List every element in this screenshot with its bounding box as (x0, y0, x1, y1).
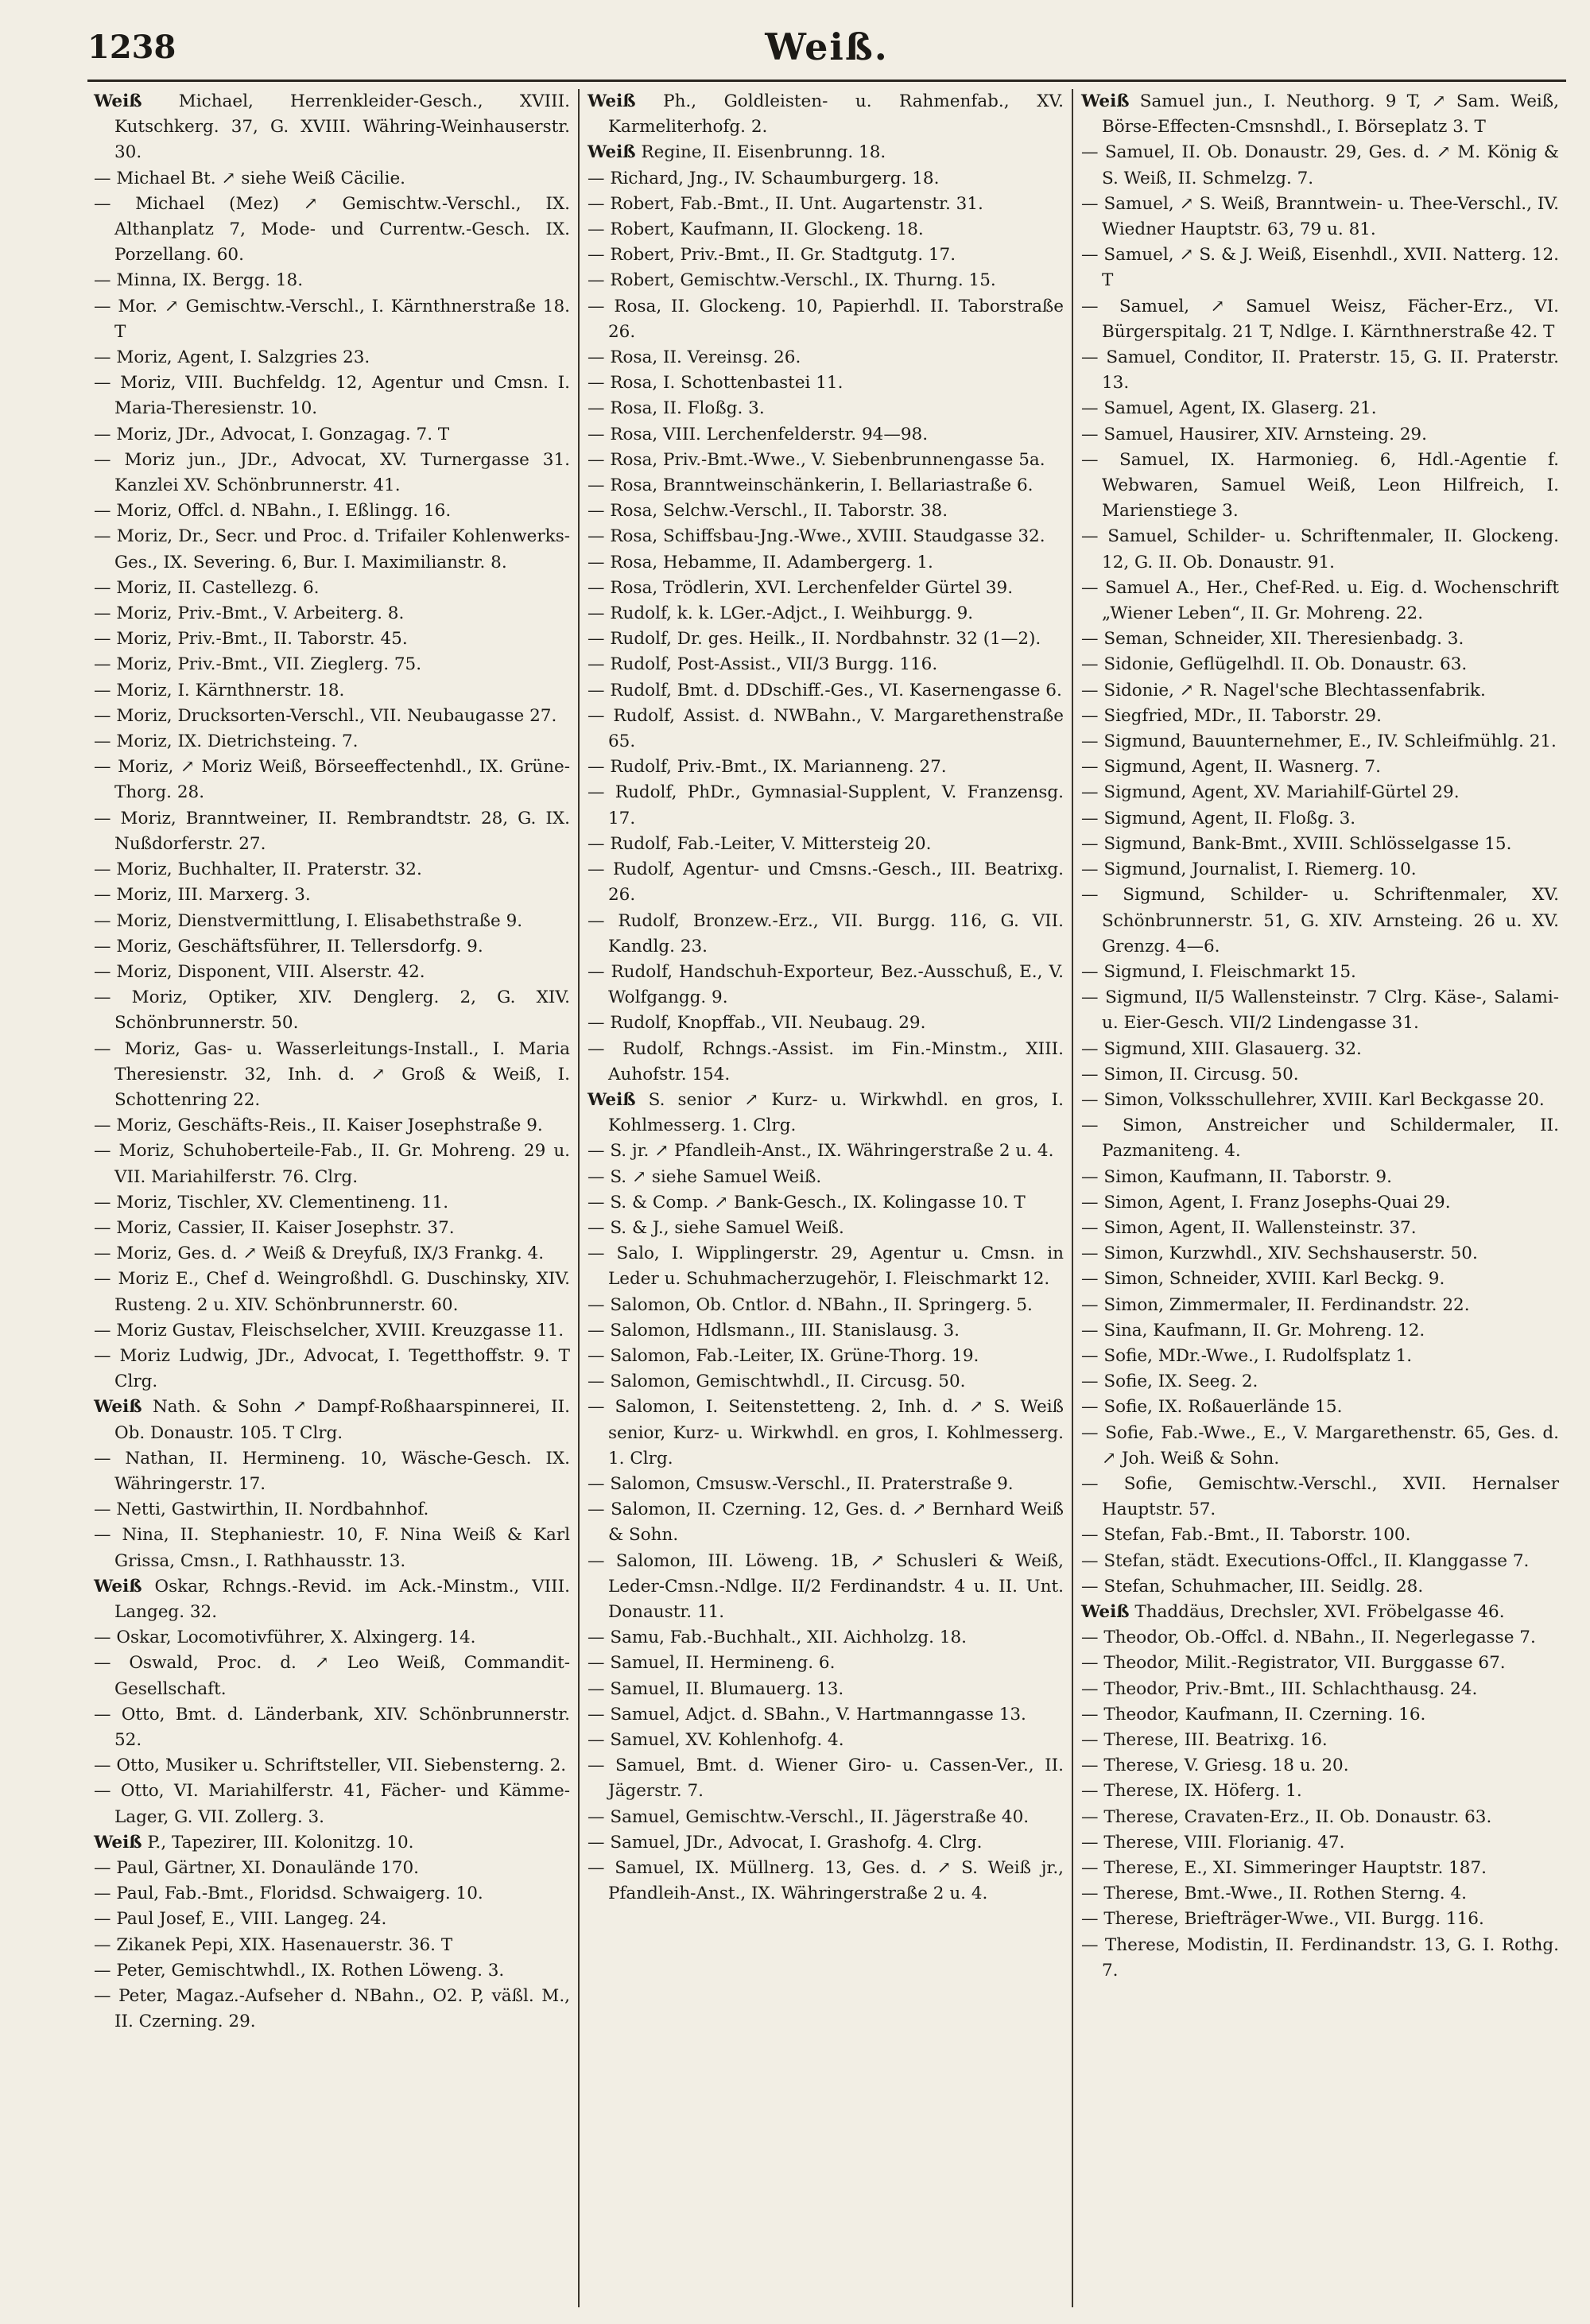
directory-entry: — Stefan, städt. Executions-Offcl., II. Klanggasse 7. (1081, 1550, 1530, 1571)
directory-entry: — Richard, Jng., IV. Schaumburgerg. 18. (588, 168, 940, 188)
directory-entry: — Moriz, Agent, I. Salzgries 23. (94, 347, 370, 368)
directory-entry: — Salomon, Ob. Cntlor. d. NBahn., II. Springerg. 5. (588, 1294, 1033, 1315)
directory-entry: — Sigmund, Bank-Bmt., XVIII. Schlösselgasse 15. (1081, 833, 1512, 854)
directory-entry: — Theodor, Kaufmann, II. Czerning. 16. (1081, 1704, 1426, 1725)
directory-entry: — Samuel, Schilder- u. Schriftenmaler, II. Glockeng. 12, G. II. Ob. Donaustr. 91. (1081, 526, 1559, 572)
entry-headword: Weiß (1081, 91, 1130, 111)
entry-headword: Weiß (94, 1397, 142, 1418)
entry-headword: Weiß (1081, 1601, 1130, 1622)
directory-entry: — Sofie, Fab.-Wwe., E., V. Margarethenstr. 65, Ges. d. ↗ Joh. Weiß & Sohn. (1081, 1422, 1559, 1469)
directory-entry: — S. & Comp. ↗ Bank-Gesch., IX. Kolingasse 10. T (588, 1192, 1026, 1212)
directory-entry: — Sigmund, Journalist, I. Riemerg. 10. (1081, 859, 1417, 880)
directory-entry: — Moriz, Branntweiner, II. Rembrandtstr. 28, G. IX. Nußdorferstr. 27. (94, 808, 570, 854)
directory-entry: — Rosa, II. Floßg. 3. (588, 398, 765, 419)
column-right (1073, 89, 1567, 2307)
directory-entry: — Therese, Briefträger-Wwe., VII. Burgg. 116. (1081, 1909, 1484, 1930)
directory-entry: — Rudolf, Handschuh-Exporteur, Bez.-Ausschuß, E., V. Wolfgangg. 9. (588, 961, 1064, 1008)
directory-entry: — Rudolf, Post-Assist., VII/3 Burgg. 116. (588, 654, 938, 675)
directory-entry: — Therese, Bmt.-Wwe., II. Rothen Sterng. 4. (1081, 1884, 1467, 1904)
directory-entry: — Moriz, Gas- u. Wasserleitungs-Install., I. Maria Theresienstr. 32, Inh. d. ↗ Groß & Weiß, I. Schottenring 22. (94, 1038, 570, 1110)
directory-entry: — Moriz, Drucksorten-Verschl., VII. Neubaugasse 27. (94, 705, 557, 726)
directory-entry: — Rudolf, Rchngs.-Assist. im Fin.-Minstm., XIII. Auhofstr. 154. (588, 1038, 1064, 1084)
directory-entry: Weiß Ph., Goldleisten- u. Rahmenfab., XV. Karmeliterhofg. 2. (588, 91, 1064, 138)
directory-entry: — Moriz, Priv.-Bmt., V. Arbeiterg. 8. (94, 603, 405, 624)
directory-entry: — Rosa, Priv.-Bmt.-Wwe., V. Siebenbrunnengasse 5a. (588, 449, 1045, 470)
directory-entry: — Samuel, IX. Harmonieg. 6, Hdl.-Agentie f. Webwaren, Samuel Weiß, Leon Hilfreich, I. Marienstiege 3. (1081, 449, 1559, 522)
directory-entry: Weiß Thaddäus, Drechsler, XVI. Fröbelgasse 46. (1081, 1601, 1505, 1622)
directory-entry: — Samuel A., Her., Chef-Red. u. Eig. d. Wochenschrift „Wiener Leben“, II. Gr. Mohreng. 22. (1081, 577, 1559, 624)
directory-entry: — Rosa, II. Glockeng. 10, Papierhdl. II. Taborstraße 26. (588, 296, 1064, 342)
directory-entry: — Robert, Kaufmann, II. Glockeng. 18. (588, 219, 924, 240)
directory-entry: — Robert, Gemischtw.-Verschl., IX. Thurng. 15. (588, 270, 996, 291)
directory-entry: — Peter, Gemischtwhdl., IX. Rothen Löweng. 3. (94, 1960, 505, 1981)
directory-entry: Weiß Nath. & Sohn ↗ Dampf-Roßhaarspinnerei, II. Ob. Donaustr. 105. T Clrg. (94, 1397, 570, 1443)
directory-entry: — Rudolf, Bmt. d. DDschiff.-Ges., VI. Kasernengasse 6. (588, 680, 1062, 700)
directory-entry: — Oswald, Proc. d. ↗ Leo Weiß, Commandit-Gesellschaft. (94, 1653, 570, 1699)
directory-entry: — Mor. ↗ Gemischtw.-Verschl., I. Kärnthnerstraße 18. T (94, 296, 570, 342)
directory-entry: — Rosa, Selchw.-Verschl., II. Taborstr. 38. (588, 501, 948, 522)
directory-entry: — Minna, IX. Bergg. 18. (94, 270, 304, 291)
directory-entry: — Samuel, II. Ob. Donaustr. 29, Ges. d. ↗ M. König & S. Weiß, II. Schmelzg. 7. (1081, 142, 1559, 188)
directory-entry: — Salomon, Hdlsmann., III. Stanislausg. 3. (588, 1320, 960, 1340)
columns (86, 89, 1569, 2307)
directory-entry: — Samuel, Conditor, II. Praterstr. 15, G. II. Praterstr. 13. (1081, 347, 1559, 394)
directory-entry: Weiß P., Tapezirer, III. Kolonitzg. 10. (94, 1832, 414, 1853)
directory-entry: — Moriz, Tischler, XV. Clementineng. 11. (94, 1192, 449, 1212)
directory-entry: — Theodor, Ob.-Offcl. d. NBahn., II. Negerlegasse 7. (1081, 1628, 1536, 1648)
directory-entry: — Rudolf, Bronzew.-Erz., VII. Burgg. 116, G. VII. Kandlg. 23. (588, 910, 1064, 956)
entry-headword: Weiß (94, 91, 142, 111)
entry-headword: Weiß (588, 1089, 636, 1110)
directory-entry: — Zikanek Pepi, XIX. Hasenauerstr. 36. T (94, 1934, 453, 1955)
directory-entry: Weiß Michael, Herrenkleider-Gesch., XVIII. Kutschkerg. 37, G. XVIII. Währing-Weinhauserstr. 30. (94, 91, 570, 163)
column-middle (580, 89, 1073, 2307)
directory-entry: — Theodor, Milit.-Registrator, VII. Burggasse 67. (1081, 1653, 1506, 1674)
directory-entry: — Samuel, II. Blumauerg. 13. (588, 1678, 844, 1699)
directory-entry: — Moriz, III. Marxerg. 3. (94, 885, 311, 906)
directory-entry: — Samuel, Bmt. d. Wiener Giro- u. Cassen-Ver., II. Jägerstr. 7. (588, 1756, 1064, 1802)
directory-entry: Weiß Oskar, Rchngs.-Revid. im Ack.-Minstm., VIII. Langeg. 32. (94, 1576, 570, 1622)
page-header (87, 21, 1566, 76)
directory-entry: — Moriz, Geschäftsführer, II. Tellersdorfg. 9. (94, 936, 483, 956)
directory-entry: — Paul Josef, E., VIII. Langeg. 24. (94, 1909, 387, 1930)
directory-entry: — Rudolf, Fab.-Leiter, V. Mittersteig 20. (588, 833, 932, 854)
directory-entry: — Sigmund, Bauunternehmer, E., IV. Schleifmühlg. 21. (1081, 731, 1557, 752)
running-head: Weiß. (765, 25, 889, 68)
directory-entry: — Samuel, Hausirer, XIV. Arnsteing. 29. (1081, 424, 1427, 444)
directory-entry: — Stefan, Schuhmacher, III. Seidlg. 28. (1081, 1576, 1424, 1597)
directory-entry: — Stefan, Fab.-Bmt., II. Taborstr. 100. (1081, 1525, 1411, 1546)
directory-entry: — Rudolf, Assist. d. NWBahn., V. Margarethenstraße 65. (588, 705, 1064, 752)
directory-entry: — Salomon, Cmsusw.-Verschl., II. Praterstraße 9. (588, 1473, 1014, 1494)
directory-entry: — Theodor, Priv.-Bmt., III. Schlachthausg. 24. (1081, 1678, 1478, 1699)
directory-entry: — Nina, II. Stephaniestr. 10, F. Nina Weiß & Karl Grissa, Cmsn., I. Rathhausstr. 13. (94, 1525, 570, 1571)
directory-entry: — Therese, Modistin, II. Ferdinandstr. 13, G. I. Rothg. 7. (1081, 1934, 1559, 1981)
directory-entry: — S. jr. ↗ Pfandleih-Anst., IX. Währingerstraße 2 u. 4. (588, 1141, 1054, 1162)
directory-entry: — Salomon, II. Czerning. 12, Ges. d. ↗ Bernhard Weiß & Sohn. (588, 1500, 1064, 1546)
column-left (86, 89, 580, 2307)
page-number: 1238 (87, 29, 176, 66)
entry-headword: Weiß (588, 142, 636, 163)
directory-entry: — Moriz, Dr., Secr. und Proc. d. Trifailer Kohlenwerks-Ges., IX. Severing. 6, Bur. I. Maximilianstr. 8. (94, 526, 570, 572)
directory-entry: — Otto, Musiker u. Schriftsteller, VII. Siebensterng. 2. (94, 1756, 567, 1776)
directory-entry: — Samuel, Gemischtw.-Verschl., II. Jägerstraße 40. (588, 1806, 1030, 1827)
directory-entry: — Samuel, II. Hermineng. 6. (588, 1653, 836, 1674)
directory-entry: — Rosa, II. Vereinsg. 26. (588, 347, 801, 368)
directory-entry: — S. ↗ siehe Samuel Weiß. (588, 1166, 822, 1187)
entry-headword: Weiß (588, 91, 636, 111)
directory-entry: — Rudolf, PhDr., Gymnasial-Supplent, V. Franzensg. 17. (588, 782, 1064, 828)
directory-entry: — Moriz, I. Kärnthnerstr. 18. (94, 680, 345, 700)
directory-entry: — Oskar, Locomotivführer, X. Alxingerg. 14. (94, 1628, 476, 1648)
directory-entry: — S. & J., siehe Samuel Weiß. (588, 1217, 844, 1238)
directory-entry: — Moriz, Ges. d. ↗ Weiß & Dreyfuß, IX/3 Frankg. 4. (94, 1243, 545, 1264)
directory-entry: — Therese, III. Beatrixg. 16. (1081, 1730, 1328, 1750)
directory-entry: — Therese, Cravaten-Erz., II. Ob. Donaustr. 63. (1081, 1806, 1492, 1827)
directory-entry: Weiß Samuel jun., I. Neuthorg. 9 T, ↗ Sam. Weiß, Börse-Effecten-Cmsnshdl., I. Börseplatz 3. T (1081, 91, 1559, 138)
directory-entry: — Moriz, Priv.-Bmt., VII. Zieglerg. 75. (94, 654, 422, 675)
directory-entry: — Paul, Gärtner, XI. Donaulände 170. (94, 1858, 420, 1879)
directory-entry: — Rosa, Branntweinschänkerin, I. Bellariastraße 6. (588, 475, 1034, 496)
directory-entry: — Sofie, IX. Roßauerlände 15. (1081, 1397, 1343, 1418)
directory-entry: — Sofie, IX. Seeg. 2. (1081, 1372, 1258, 1392)
directory-entry: — Sigmund, Schilder- u. Schriftenmaler, XV. Schönbrunnerstr. 51, G. XIV. Arnsteing. 26 u. XV. Grenzg. 4—6. (1081, 885, 1559, 956)
directory-entry: — Salomon, Gemischtwhdl., II. Circusg. 50. (588, 1372, 966, 1392)
directory-entry: — Samuel, JDr., Advocat, I. Grashofg. 4. Clrg. (588, 1832, 983, 1853)
directory-entry: — Samuel, ↗ S. & J. Weiß, Eisenhdl., XVII. Natterg. 12. T (1081, 245, 1559, 291)
directory-entry: — Rudolf, Agentur- und Cmsns.-Gesch., III. Beatrixg. 26. (588, 859, 1064, 906)
directory-entry: — Netti, Gastwirthin, II. Nordbahnhof. (94, 1500, 429, 1520)
directory-entry: — Simon, Schneider, XVIII. Karl Beckg. 9. (1081, 1269, 1445, 1290)
directory-entry: — Simon, Volksschullehrer, XVIII. Karl Beckgasse 20. (1081, 1089, 1545, 1110)
directory-entry: — Moriz, Offcl. d. NBahn., I. Eßlingg. 16. (94, 501, 452, 522)
directory-entry: — Moriz, II. Castellezg. 6. (94, 577, 320, 598)
directory-entry: — Therese, V. Griesg. 18 u. 20. (1081, 1756, 1349, 1776)
directory-entry: — Seman, Schneider, XII. Theresienbadg. 3. (1081, 629, 1464, 650)
directory-entry: — Rosa, Hebamme, II. Adambergerg. 1. (588, 552, 933, 572)
entry-headword: Weiß (94, 1576, 142, 1597)
directory-entry: — Salomon, Fab.-Leiter, IX. Grüne-Thorg. 19. (588, 1345, 979, 1366)
directory-entry: — Rudolf, Priv.-Bmt., IX. Marianneng. 27. (588, 757, 947, 778)
entry-headword: Weiß (94, 1832, 142, 1853)
directory-entry: — Siegfried, MDr., II. Taborstr. 29. (1081, 705, 1382, 726)
directory-entry: — Samuel, IX. Müllnerg. 13, Ges. d. ↗ S. Weiß jr., Pfandleih-Anst., IX. Währingerstraße 2 u. 4. (588, 1858, 1064, 1904)
directory-entry: — Sigmund, II/5 Wallensteinstr. 7 Clrg. Käse-, Salami- u. Eier-Gesch. VII/2 Lindengasse 31. (1081, 987, 1559, 1034)
directory-entry: — Rudolf, Dr. ges. Heilk., II. Nordbahnstr. 32 (1—2). (588, 629, 1041, 650)
directory-entry: — Salo, I. Wipplingerstr. 29, Agentur u. Cmsn. in Leder u. Schuhmacherzugehör, I. Fleischmarkt 12. (588, 1243, 1064, 1290)
directory-entry: — Moriz, Disponent, VIII. Alserstr. 42. (94, 961, 425, 982)
directory-entry: — Sigmund, Agent, XV. Mariahilf-Gürtel 29. (1081, 782, 1460, 803)
directory-entry: — Moriz, Cassier, II. Kaiser Josephstr. 37. (94, 1217, 455, 1238)
directory-entry: — Moriz, Priv.-Bmt., II. Taborstr. 45. (94, 629, 408, 650)
directory-entry: — Simon, Agent, II. Wallensteinstr. 37. (1081, 1217, 1417, 1238)
directory-entry: — Moriz, Optiker, XIV. Denglerg. 2, G. XIV. Schönbrunnerstr. 50. (94, 987, 570, 1034)
directory-entry: — Samuel, Adjct. d. SBahn., V. Hartmanngasse 13. (588, 1704, 1026, 1725)
directory-entry: — Therese, IX. Höferg. 1. (1081, 1781, 1302, 1802)
directory-entry: — Rosa, Trödlerin, XVI. Lerchenfelder Gürtel 39. (588, 577, 1014, 598)
directory-entry: — Rudolf, k. k. LGer.-Adjct., I. Weihburgg. 9. (588, 603, 974, 624)
directory-entry: — Therese, E., XI. Simmeringer Hauptstr. 187. (1081, 1858, 1487, 1879)
directory-entry: — Otto, VI. Mariahilferstr. 41, Fächer- und Kämme-Lager, G. VII. Zollerg. 3. (94, 1781, 570, 1827)
directory-entry: — Moriz, Geschäfts-Reis., II. Kaiser Josephstraße 9. (94, 1115, 543, 1136)
directory-entry: — Samuel, ↗ Samuel Weisz, Fächer-Erz., VI. Bürgerspitalg. 21 T, Ndlge. I. Kärnthnerstraße 42. T (1081, 296, 1559, 342)
directory-entry: Weiß Regine, II. Eisenbrunng. 18. (588, 142, 886, 163)
directory-entry: — Moriz Ludwig, JDr., Advocat, I. Tegetthoffstr. 9. T Clrg. (94, 1345, 570, 1392)
directory-entry: — Samuel, Agent, IX. Glaserg. 21. (1081, 398, 1377, 419)
directory-entry: — Robert, Fab.-Bmt., II. Unt. Augartenstr. 31. (588, 193, 983, 214)
directory-entry: — Simon, Kaufmann, II. Taborstr. 9. (1081, 1166, 1392, 1187)
directory-entry: — Simon, Kurzwhdl., XIV. Sechshauserstr. 50. (1081, 1243, 1478, 1264)
directory-entry: — Moriz jun., JDr., Advocat, XV. Turnergasse 31. Kanzlei XV. Schönbrunnerstr. 41. (94, 449, 570, 496)
directory-entry: — Nathan, II. Hermineng. 10, Wäsche-Gesch. IX. Währingerstr. 17. (94, 1448, 570, 1494)
directory-entry: — Paul, Fab.-Bmt., Floridsd. Schwaigerg. 10. (94, 1884, 483, 1904)
directory-entry: — Moriz, ↗ Moriz Weiß, Börseeffectenhdl., IX. Grüne-Thorg. 28. (94, 757, 570, 803)
directory-entry: — Sigmund, XIII. Glasauerg. 32. (1081, 1038, 1362, 1059)
directory-entry: — Sofie, Gemischtw.-Verschl., XVII. Hernalser Hauptstr. 57. (1081, 1473, 1559, 1520)
directory-entry: — Simon, Zimmermaler, II. Ferdinandstr. 22. (1081, 1294, 1470, 1315)
directory-entry: — Michael Bt. ↗ siehe Weiß Cäcilie. (94, 168, 405, 188)
directory-entry: — Simon, Anstreicher und Schildermaler, II. Pazmaniteng. 4. (1081, 1115, 1559, 1162)
directory-entry: — Sofie, MDr.-Wwe., I. Rudolfsplatz 1. (1081, 1345, 1413, 1366)
directory-entry: — Sigmund, I. Fleischmarkt 15. (1081, 961, 1356, 982)
directory-entry: — Peter, Magaz.-Aufseher d. NBahn., O2. P, väßl. M., II. Czerning. 29. (94, 1986, 570, 2032)
directory-entry: — Simon, II. Circusg. 50. (1081, 1064, 1299, 1084)
directory-entry: — Michael (Mez) ↗ Gemischtw.-Verschl., IX. Althanplatz 7, Mode- und Currentw.-Gesch. IX. Porzellang. 60. (94, 193, 570, 266)
directory-entry: — Simon, Agent, I. Franz Josephs-Quai 29. (1081, 1192, 1451, 1212)
directory-entry: — Moriz, IX. Dietrichsteing. 7. (94, 731, 359, 752)
directory-entry: — Salomon, I. Seitenstetteng. 2, Inh. d. ↗ S. Weiß senior, Kurz- u. Wirkwhdl. en gros, I. Kohlmesserg. 1. Clrg. (588, 1397, 1064, 1469)
directory-entry: — Moriz E., Chef d. Weingroßhdl. G. Duschinsky, XIV. Rusteng. 2 u. XIV. Schönbrunnerstr. 60. (94, 1269, 570, 1315)
directory-entry: — Therese, VIII. Florianig. 47. (1081, 1832, 1345, 1853)
directory-entry: — Moriz, VIII. Buchfeldg. 12, Agentur und Cmsn. I. Maria-Theresienstr. 10. (94, 373, 570, 419)
directory-entry: — Otto, Bmt. d. Länderbank, XIV. Schönbrunnerstr. 52. (94, 1704, 570, 1750)
directory-entry: — Moriz, Schuhoberteile-Fab., II. Gr. Mohreng. 29 u. VII. Mariahilferstr. 76. Clrg. (94, 1141, 570, 1187)
directory-entry: — Sidonie, Geflügelhdl. II. Ob. Donaustr. 63. (1081, 654, 1468, 675)
directory-entry: — Rosa, Schiffsbau-Jng.-Wwe., XVIII. Staudgasse 32. (588, 526, 1045, 547)
directory-entry: — Samuel, XV. Kohlenhofg. 4. (588, 1730, 844, 1750)
directory-entry: — Moriz, Dienstvermittlung, I. Elisabethstraße 9. (94, 910, 523, 931)
directory-entry: — Moriz, Buchhalter, II. Praterstr. 32. (94, 859, 422, 880)
directory-entry: — Sidonie, ↗ R. Nagel'sche Blechtassenfabrik. (1081, 680, 1486, 700)
directory-entry: — Rosa, I. Schottenbastei 11. (588, 373, 843, 394)
directory-entry: — Salomon, III. Löweng. 1B, ↗ Schusleri & Weiß, Leder-Cmsn.-Ndlge. II/2 Ferdinandstr. 4 u. II. Unt. Donaustr. 11. (588, 1550, 1064, 1622)
directory-entry: Weiß S. senior ↗ Kurz- u. Wirkwhdl. en gros, I. Kohlmesserg. 1. Clrg. (588, 1089, 1064, 1136)
directory-entry: — Samu, Fab.-Buchhalt., XII. Aichholzg. 18. (588, 1628, 968, 1648)
header-rule (87, 80, 1566, 82)
directory-entry: — Robert, Priv.-Bmt., II. Gr. Stadtgutg. 17. (588, 245, 956, 266)
directory-entry: — Samuel, ↗ S. Weiß, Branntwein- u. Thee-Verschl., IV. Wiedner Hauptstr. 63, 79 u. 81. (1081, 193, 1559, 240)
directory-entry: — Sina, Kaufmann, II. Gr. Mohreng. 12. (1081, 1320, 1425, 1340)
directory-entry: — Sigmund, Agent, II. Wasnerg. 7. (1081, 757, 1381, 778)
directory-entry: — Moriz, JDr., Advocat, I. Gonzagag. 7. T (94, 424, 450, 444)
directory-entry: — Moriz Gustav, Fleischselcher, XVIII. Kreuzgasse 11. (94, 1320, 564, 1340)
directory-entry: — Rudolf, Knopffab., VII. Neubaug. 29. (588, 1013, 926, 1034)
directory-entry: — Sigmund, Agent, II. Floßg. 3. (1081, 808, 1356, 828)
directory-entry: — Rosa, VIII. Lerchenfelderstr. 94—98. (588, 424, 929, 444)
